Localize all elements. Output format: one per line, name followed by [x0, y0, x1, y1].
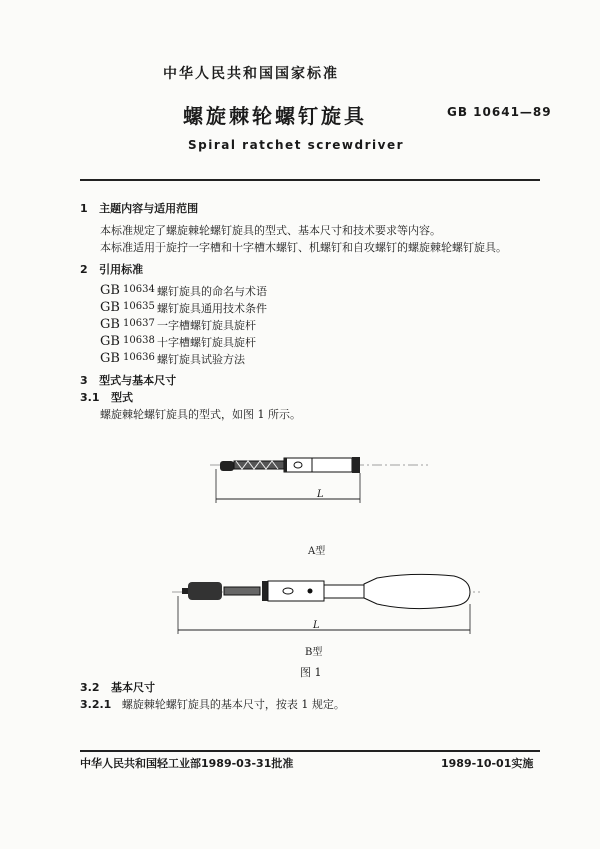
type-b-label: B型 [305, 647, 323, 658]
approval-note: 中华人民共和国轻工业部1989-03-31批准 [80, 757, 294, 770]
reference-name: 一字槽螺钉旋具旋杆 [157, 319, 256, 332]
paragraph: 本标准适用于旋拧一字槽和十字槽木螺钉、机螺钉和自攻螺钉的螺旋棘轮螺钉旋具。 [100, 241, 507, 254]
screwdriver-type-a-drawing [210, 445, 430, 510]
paragraph: 本标准规定了螺旋棘轮螺钉旋具的型式、基本尺寸和技术要求等内容。 [100, 224, 441, 237]
section-2-heading [80, 261, 143, 277]
section-title: 引用标准 [99, 263, 144, 276]
section-title: 主题内容与适用范围 [99, 202, 199, 215]
effective-date: 1989-10-01实施 [441, 757, 534, 770]
section-3-heading [80, 372, 176, 388]
section-3-2-1 [80, 696, 345, 712]
section-number: 3.2.1 [80, 698, 112, 711]
section-number: 2 [80, 263, 88, 276]
section-3-2-heading [80, 679, 155, 695]
paragraph: 螺旋棘轮螺钉旋具的型式，如图 1 所示。 [100, 408, 301, 421]
issuer: 中华人民共和国国家标准 [163, 66, 339, 82]
section-number: 1 [80, 202, 88, 215]
reference-name: 螺钉旋具试验方法 [157, 353, 245, 366]
section-title: 型式 [111, 391, 133, 404]
section-number: 3.2 [80, 681, 100, 694]
reference-no: 10634 [123, 284, 155, 295]
section-1-heading [80, 200, 198, 216]
figure-caption: 图 1 [300, 666, 322, 679]
standard-number: GB 10641—89 [447, 105, 552, 119]
header-rule [80, 179, 540, 181]
section-3-1-heading [80, 389, 133, 405]
reference-prefix: GB [100, 334, 120, 349]
footer-rule [80, 750, 540, 752]
reference-prefix: GB [100, 283, 120, 298]
reference-name: 十字槽螺钉旋具旋杆 [157, 336, 256, 349]
section-title: 型式与基本尺寸 [99, 374, 177, 387]
reference-name: 螺钉旋具通用技术条件 [157, 302, 267, 315]
section-title: 基本尺寸 [111, 681, 155, 694]
reference-no: 10638 [123, 335, 155, 346]
paragraph: 螺旋棘轮螺钉旋具的基本尺寸，按表 1 规定。 [121, 698, 345, 711]
english-title: Spiral ratchet screwdriver [188, 138, 405, 152]
reference-name: 螺钉旋具的命名与术语 [157, 285, 267, 298]
reference-prefix: GB [100, 300, 120, 315]
dimension-label-a: L [317, 489, 324, 500]
reference-no: 10635 [123, 301, 155, 312]
type-a-label: A型 [308, 546, 326, 557]
section-number: 3.1 [80, 391, 100, 404]
reference-prefix: GB [100, 317, 120, 332]
dimension-label-b: L [313, 620, 320, 631]
screwdriver-type-b-drawing [172, 570, 482, 640]
reference-no: 10637 [123, 318, 155, 329]
reference-prefix: GB [100, 351, 120, 366]
reference-no: 10636 [123, 352, 155, 363]
section-number: 3 [80, 374, 88, 387]
page-title: 螺旋棘轮螺钉旋具 [183, 104, 367, 128]
